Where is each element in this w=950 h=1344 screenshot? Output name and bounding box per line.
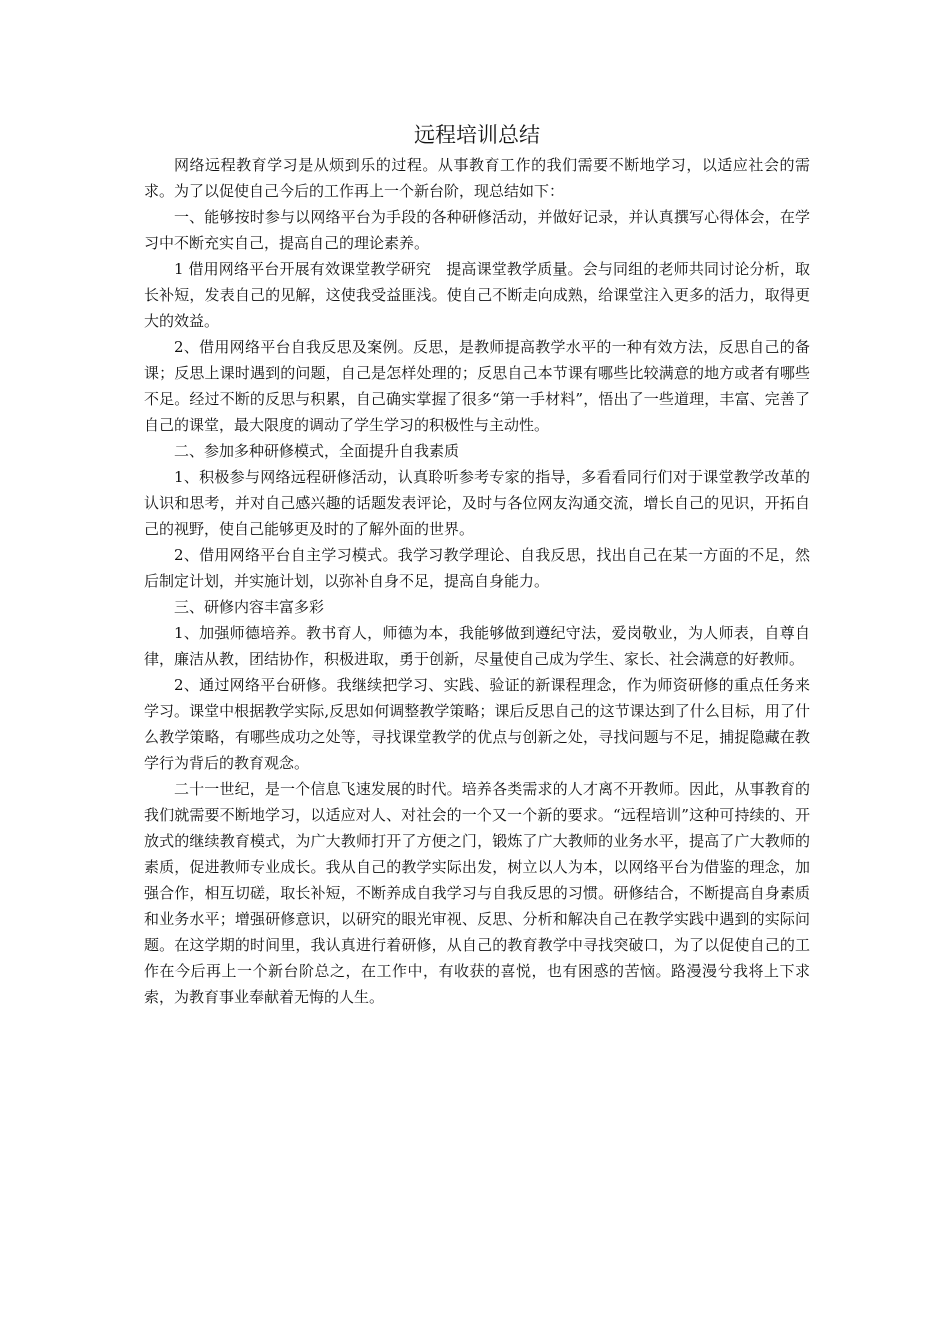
paragraph-section-3-item-2: 2、通过网络平台研修。我继续把学习、实践、验证的新课程理念，作为师资研修的重点任务来学习。课堂中根据教学实际,反思如何调整教学策略；课后反思自己的这节课达到了什么目标，用了什么教学策略，有哪些成功之处等，寻找课堂教学的优点与创新之处，寻找问题与不足，捕捉隐藏在教学行为背后的教育观念。 xyxy=(144,676,810,772)
document-body xyxy=(144,118,810,1010)
document-title: 远程培训总结 xyxy=(414,123,540,147)
paragraph-section-3-item-1: 1、加强师德培养。教书育人，师德为本，我能够做到遵纪守法，爱岗敬业，为人师表，自尊自律，廉洁从教，团结协作，积极进取，勇于创新，尽量使自己成为学生、家长、社会满意的好教师。 xyxy=(144,624,810,668)
paragraph-section-1-item-2: 2、借用网络平台自我反思及案例。反思，是教师提高教学水平的一种有效方法，反思自己的备课；反思上课时遇到的问题，自己是怎样处理的；反思自己本节课有哪些比较满意的地方或者有哪些不足。经过不断的反思与积累，自己确实掌握了很多“第一手材料”，悟出了一些道理，丰富、完善了自己的课堂，最大限度的调动了学生学习的积极性与主动性。 xyxy=(144,338,810,434)
heading-section-2: 二、参加多种研修模式，全面提升自我素质 xyxy=(174,442,460,460)
paragraph-conclusion: 二十一世纪，是一个信息飞速发展的时代。培养各类需求的人才离不开教师。因此，从事教育的我们就需要不断地学习，以适应对人、对社会的一个又一个新的要求。“远程培训”这种可持续的、开放式的继续教育模式，为广大教师打开了方便之门，锻炼了广大教师的业务水平，提高了广大教师的素质，促进教师专业成长。我从自己的教学实际出发，树立以人为本，以网络平台为借鉴的理念，加强合作，相互切磋，取长补短，不断养成自我学习与自我反思的习惯。研修结合，不断提高自身素质和业务水平；增强研修意识，以研究的眼光审视、反思、分析和解决自己在教学实践中遇到的实际问题。在这学期的时间里，我认真进行着研修，从自己的教育教学中寻找突破口，为了以促使自己的工作在今后再上一个新台阶总之，在工作中，有收获的喜悦，也有困惑的苦恼。路漫漫兮我将上下求索，为教育事业奉献着无悔的人生。 xyxy=(144,780,810,1006)
paragraph-intro: 网络远程教育学习是从烦到乐的过程。从事教育工作的我们需要不断地学习，以适应社会的需求。为了以促使自己今后的工作再上一个新台阶，现总结如下： xyxy=(144,156,810,200)
paragraph-section-1: 一、能够按时参与以网络平台为手段的各种研修活动，并做好记录，并认真撰写心得体会，在学习中不断充实自己，提高自己的理论素养。 xyxy=(144,208,810,252)
paragraph-section-2-item-2: 2、借用网络平台自主学习模式。我学习教学理论、自我反思，找出自己在某一方面的不足，然后制定计划，并实施计划，以弥补自身不足，提高自身能力。 xyxy=(144,546,810,590)
heading-section-3: 三、研修内容丰富多彩 xyxy=(174,598,325,616)
paragraph-section-1-item-1: 1 借用网络平台开展有效课堂教学研究 提高课堂教学质量。会与同组的老师共同讨论分析，取长补短，发表自己的见解，这使我受益匪浅。使自己不断走向成熟，给课堂注入更多的活力，取得更大的效益。 xyxy=(144,260,810,330)
paragraph-section-2-item-1: 1、积极参与网络远程研修活动，认真聆听参考专家的指导，多看看同行们对于课堂教学改革的认识和思考，并对自己感兴趣的话题发表评论，及时与各位网友沟通交流，增长自己的见识，开拓自己的视野，使自己能够更及时的了解外面的世界。 xyxy=(144,468,810,538)
